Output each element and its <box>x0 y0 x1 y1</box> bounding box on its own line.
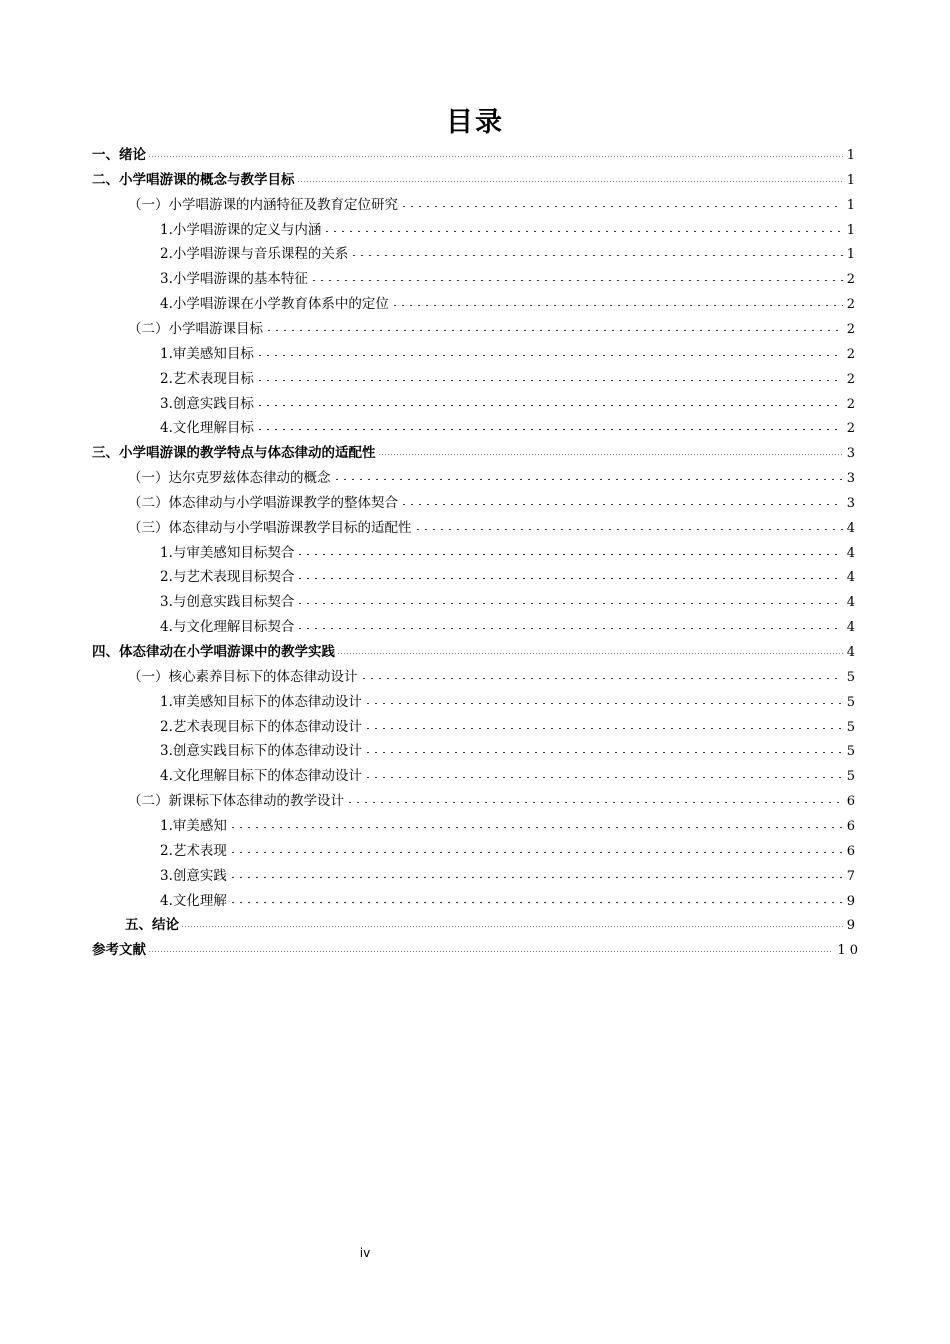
toc-leader-dots <box>296 567 842 581</box>
toc-leader-dots <box>229 816 843 830</box>
toc-leader-dots <box>229 891 843 905</box>
toc-entry-title: （二）小学唱游课目标 <box>128 320 263 337</box>
toc-leader-dots <box>229 841 843 855</box>
toc-leader-dots <box>333 468 843 482</box>
toc-entry-title: 二、小学唱游课的概念与教学目标 <box>92 171 295 188</box>
toc-entry-page: 6 <box>846 818 855 834</box>
toc-entry[interactable] <box>160 690 855 715</box>
toc-entry[interactable] <box>160 218 855 243</box>
toc-entry-page: 4 <box>846 620 855 636</box>
toc-entry[interactable] <box>160 342 855 367</box>
toc-entry-page: 2 <box>846 297 855 313</box>
toc-entry[interactable] <box>128 193 855 218</box>
toc-leader-dots <box>296 592 842 606</box>
toc-leader-dots <box>360 667 843 681</box>
toc-leader-dots <box>256 394 843 408</box>
toc-entry-page: 2 <box>846 321 855 337</box>
toc-entry-title: 4.小学唱游课在小学教育体系中的定位 <box>160 296 389 313</box>
toc-entry[interactable] <box>160 739 855 764</box>
toc-leader-dots <box>297 170 843 184</box>
toc-entry[interactable] <box>160 292 855 317</box>
toc-leader-dots <box>256 369 843 383</box>
toc-leader-dots <box>364 692 843 706</box>
toc-entry-page: 3 <box>846 495 855 511</box>
toc-entry-title: 三、小学唱游课的教学特点与体态律动的适配性 <box>92 445 376 462</box>
toc-entry[interactable] <box>160 615 855 640</box>
toc-leader-dots <box>364 766 843 780</box>
toc-entry-title: 1.审美感知目标下的体态律动设计 <box>160 693 362 710</box>
toc-entry-page: 5 <box>846 669 855 685</box>
toc-entry-page: 5 <box>846 769 855 785</box>
toc-leader-dots <box>346 791 843 805</box>
toc-leader-dots <box>256 418 843 432</box>
toc-leader-dots <box>296 617 842 631</box>
toc-entry-page: 5 <box>846 694 855 710</box>
toc-entry[interactable] <box>92 168 855 193</box>
toc-entry-page: 9 <box>846 918 855 934</box>
toc-entry-title: 四、体态律动在小学唱游课中的教学实践 <box>92 644 335 660</box>
toc-entry-title: 2.艺术表现目标 <box>160 370 254 387</box>
toc-entry-page: 1 <box>846 197 855 213</box>
toc-entry[interactable] <box>128 466 855 491</box>
toc-entry-title: 4.文化理解目标下的体态律动设计 <box>160 768 362 785</box>
toc-entry-page: 7 <box>846 868 855 884</box>
toc-entry-title: 4.文化理解 <box>160 892 227 909</box>
toc-entry[interactable] <box>125 913 855 938</box>
toc-leader-dots <box>350 244 842 258</box>
toc-entry-title: （二）新课标下体态律动的教学设计 <box>128 793 344 810</box>
toc-entry-page: 6 <box>846 794 855 810</box>
toc-entry-page: 3 <box>846 446 855 462</box>
toc-leader-dots <box>364 717 843 731</box>
toc-entry[interactable] <box>160 565 855 590</box>
toc-entry[interactable] <box>160 416 855 441</box>
toc-entry-page: 9 <box>846 893 855 909</box>
toc-entry-title: （一）达尔克罗兹体态律动的概念 <box>128 470 331 487</box>
toc-entry-title: 参考文献 <box>92 942 146 959</box>
toc-leader-dots <box>148 940 833 954</box>
toc-entry-title: （三）体态律动与小学唱游课教学目标的适配性 <box>128 519 412 536</box>
toc-entry[interactable] <box>160 889 855 914</box>
toc-entry[interactable] <box>92 938 858 963</box>
toc-entry[interactable] <box>128 789 855 814</box>
toc-leader-dots <box>181 915 843 929</box>
toc-entry-page: 4 <box>846 520 855 536</box>
toc-leader-dots <box>400 493 843 507</box>
toc-entry-title: 2.艺术表现目标下的体态律动设计 <box>160 718 362 735</box>
toc-entry-title: 1.审美感知 <box>160 817 227 834</box>
toc-entry-page: 1 <box>846 247 855 263</box>
toc-entry-page: 5 <box>846 744 855 760</box>
toc-entry[interactable] <box>92 441 855 466</box>
toc-entry[interactable] <box>128 491 855 516</box>
toc-entry[interactable] <box>128 516 855 541</box>
toc-entry[interactable] <box>92 640 855 665</box>
toc-entry-page: 5 <box>846 719 855 735</box>
toc-entry-title: 一、绪论 <box>92 147 146 163</box>
toc-leader-dots <box>364 741 843 755</box>
toc-entry-page: 2 <box>846 421 855 437</box>
toc-entry-title: 2.艺术表现 <box>160 842 227 859</box>
toc-leader-dots <box>256 344 843 358</box>
toc-leader-dots <box>296 543 842 557</box>
page-title: 目录 <box>446 107 504 138</box>
toc-leader-dots <box>148 145 843 159</box>
toc-entry-page: 4 <box>846 645 855 660</box>
page-number: iv <box>359 1246 371 1260</box>
toc-entry-title: 3.与创意实践目标契合 <box>160 594 295 611</box>
toc-entry-page: 2 <box>846 346 855 362</box>
toc-entry-page: 2 <box>846 371 855 387</box>
toc-entry-page: 2 <box>846 396 855 412</box>
toc-entry[interactable] <box>160 590 855 615</box>
toc-entry-title: 3.创意实践目标 <box>160 395 254 412</box>
toc-entry-page: 1 0 <box>837 943 858 959</box>
toc-entry-page: 1 <box>846 148 855 163</box>
toc-entry-title: 3.创意实践目标下的体态律动设计 <box>160 743 362 760</box>
toc-entry[interactable] <box>160 242 855 267</box>
toc-entry-page: 4 <box>846 595 855 611</box>
toc-leader-dots <box>414 518 843 532</box>
toc-entry-page: 2 <box>846 272 855 288</box>
toc-entry-title: 2.小学唱游课与音乐课程的关系 <box>160 246 349 263</box>
toc-entry[interactable] <box>160 267 855 292</box>
toc-entry-title: 3.创意实践 <box>160 867 227 884</box>
toc-entry-title: 2.与艺术表现目标契合 <box>160 569 295 586</box>
toc-entry-title: 4.与文化理解目标契合 <box>160 619 295 636</box>
toc-entry-title: （一）小学唱游课的内涵特征及教育定位研究 <box>128 196 398 213</box>
toc-leader-dots <box>378 443 843 457</box>
toc-entry[interactable] <box>128 317 855 342</box>
toc-entry-title: 五、结论 <box>125 917 179 934</box>
toc-entry-page: 1 <box>846 172 855 188</box>
toc-leader-dots <box>391 294 843 308</box>
toc-leader-dots <box>323 220 842 234</box>
toc-entry-title: 4.文化理解目标 <box>160 420 254 437</box>
toc-entry-title: （二）体态律动与小学唱游课教学的整体契合 <box>128 494 398 511</box>
toc-leader-dots <box>400 195 843 209</box>
toc-entry-page: 4 <box>846 570 855 586</box>
toc-entry-page: 4 <box>846 545 855 561</box>
toc-entry-title: 1.审美感知目标 <box>160 345 254 362</box>
toc-entry[interactable] <box>160 764 855 789</box>
toc-entry[interactable] <box>160 814 855 839</box>
toc-entry[interactable] <box>160 864 855 889</box>
toc-leader-dots <box>337 642 843 656</box>
toc-entry-page: 1 <box>846 222 855 238</box>
toc-entry[interactable] <box>128 665 855 690</box>
toc-entry[interactable] <box>160 541 855 566</box>
toc-entry[interactable] <box>92 143 855 168</box>
toc-entry[interactable] <box>160 392 855 417</box>
toc-entry-title: （一）核心素养目标下的体态律动设计 <box>128 668 358 685</box>
toc-entry-title: 3.小学唱游课的基本特征 <box>160 271 308 288</box>
toc-entry-title: 1.与审美感知目标契合 <box>160 544 295 561</box>
toc-entry-page: 6 <box>846 843 855 859</box>
toc-leader-dots <box>229 866 843 880</box>
toc-leader-dots <box>265 319 843 333</box>
toc-leader-dots <box>310 269 843 283</box>
toc-entry-page: 3 <box>846 471 855 487</box>
toc-entry-title: 1.小学唱游课的定义与内涵 <box>160 221 322 238</box>
toc-entry[interactable] <box>160 367 855 392</box>
toc-entry[interactable] <box>160 839 855 864</box>
toc-entry[interactable] <box>160 715 855 740</box>
